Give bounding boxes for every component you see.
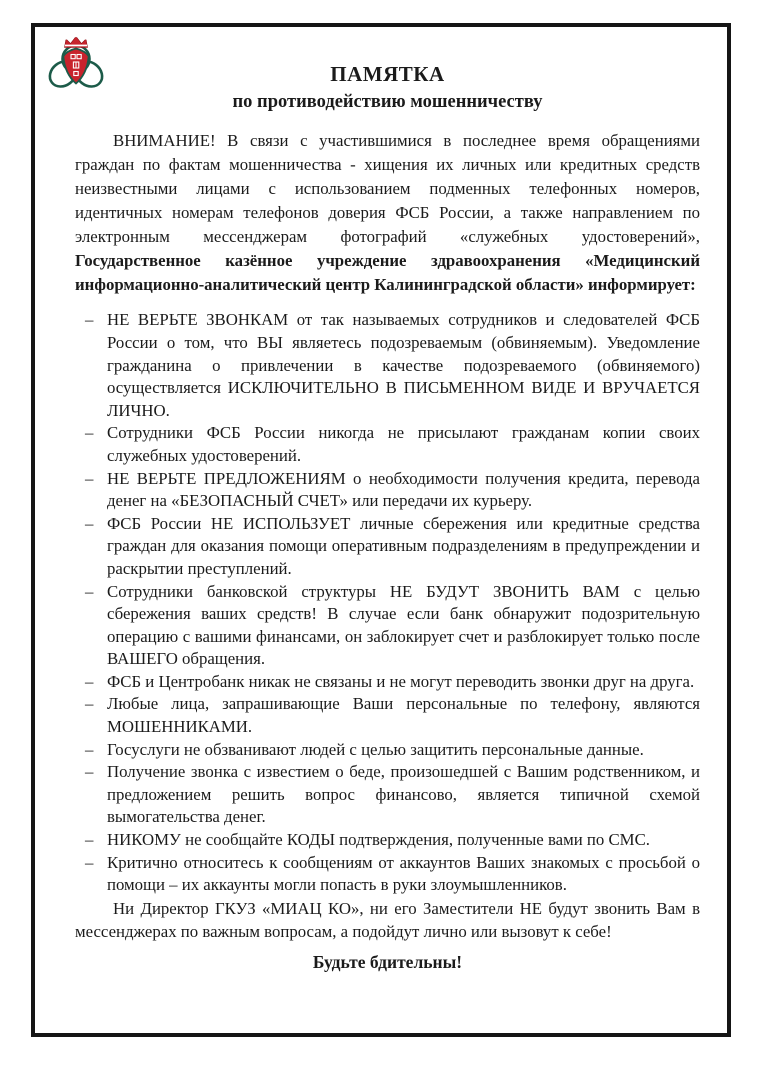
- intro-paragraph: [75, 129, 700, 297]
- bullet-marker: –: [85, 852, 94, 872]
- list-item: [75, 671, 700, 694]
- miac-emblem-logo: [46, 34, 106, 98]
- logo-crown-band: [65, 45, 87, 47]
- bullet-text: Критично относитесь к сообщениям от аккаунтов Ваших знакомых с просьбой о помощи – их аккаунты могли попасть в руки злоумышленников.: [107, 852, 700, 895]
- list-item: [75, 829, 700, 852]
- list-item: [75, 581, 700, 671]
- closing-paragraph: Ни Директор ГКУЗ «МИАЦ КО», ни его Заместители НЕ будут звонить Вам в мессенджерах по важным вопросам, а подойдут лично или вызовут к себе!: [75, 898, 700, 941]
- list-item: [75, 761, 700, 829]
- bullet-marker: –: [85, 310, 94, 330]
- document-page-border: [31, 23, 731, 1037]
- bullet-text: НЕ ВЕРЬТЕ ЗВОНКАМ от так называемых сотрудников и следователей ФСБ России о том, что ВЫ являетесь подозреваемым (обвиняемым). Уведомление гражданина о привлечении в качестве подозреваемого (обвиняемого) осуществляется ИСКЛЮЧИТЕЛЬНО В ПИСЬМЕННОМ ВИДЕ И ВРУЧАЕТСЯ ЛИЧНО.: [107, 310, 700, 420]
- list-item: [75, 739, 700, 762]
- page-subtitle: по противодействию мошенничеству: [232, 92, 543, 113]
- bullet-text: Получение звонка с известием о беде, произошедшей с Вашим родственником, и предложением решить вопрос финансово, является типичной схемой вымогательства денег.: [107, 762, 700, 827]
- intro-text: ВНИМАНИЕ! В связи с участившимися в последнее время обращениями граждан по фактам мошенничества - хищения их личных или кредитных средств неизвестными лицами с использованием подменных телефонных номеров, идентичных номерам телефонов доверия ФСБ России, а также направлением по электронным мессенджерам фотографий «служебных удостоверений»,: [75, 131, 700, 247]
- bullet-text: ФСБ и Центробанк никак не связаны и не могут переводить звонки друг на друга.: [107, 671, 695, 691]
- list-item: [75, 468, 700, 513]
- bullet-text: НЕ ВЕРЬТЕ ПРЕДЛОЖЕНИЯМ о необходимости получения кредита, перевода денег на «БЕЗОПАСНЫЙ СЧЕТ» или передачи их курьеру.: [107, 468, 700, 511]
- bullet-marker: –: [85, 468, 94, 488]
- bullet-marker: –: [85, 581, 94, 601]
- bullet-marker: –: [85, 671, 94, 691]
- bullet-text: НИКОМУ не сообщайте КОДЫ подтверждения, полученные вами по СМС.: [107, 830, 650, 850]
- bullet-text: ФСБ России НЕ ИСПОЛЬЗУЕТ личные сбережения или кредитные средства граждан для оказания помощи оперативным подразделениям в предупреждении и раскрытии преступлений.: [107, 513, 700, 578]
- logo-crown-dot: [85, 38, 87, 40]
- logo-crown-dot: [65, 38, 67, 40]
- bullet-text: Сотрудники банковской структуры НЕ БУДУТ ЗВОНИТЬ ВАМ с целью сбережения ваших средств! В случае если банк обнаружит подозрительную операцию с вашими финансами, он заблокирует счет и разблокирует только после ВАШЕГО обращения.: [107, 581, 700, 669]
- bullet-marker: –: [85, 423, 94, 443]
- bullet-marker: –: [85, 762, 94, 782]
- bullet-text: Госуслуги не обзванивают людей с целью защитить персональные данные.: [107, 739, 644, 759]
- list-item: [75, 852, 700, 897]
- list-item: [75, 422, 700, 467]
- bullet-text: Любые лица, запрашивающие Ваши персональные по телефону, являются МОШЕННИКАМИ.: [107, 694, 700, 737]
- footer-slogan: Будьте бдительны!: [312, 951, 463, 972]
- document-header: [75, 61, 700, 114]
- bullet-list: [75, 309, 700, 896]
- bullet-marker: –: [85, 739, 94, 759]
- page-title: ПАМЯТКА: [330, 62, 445, 86]
- list-item: [75, 693, 700, 738]
- bullet-marker: –: [85, 830, 94, 850]
- bullet-marker: –: [85, 694, 94, 714]
- bullet-text: Сотрудники ФСБ России никогда не присылают гражданам копии своих служебных удостоверений.: [107, 423, 700, 465]
- list-item: [75, 309, 700, 422]
- bullet-marker: –: [85, 513, 94, 533]
- intro-bold-text: Государственное казённое учреждение здравоохранения «Медицинский информационно-аналитический центр Калининградской области» информирует:: [75, 251, 700, 295]
- logo-crown-dot: [75, 35, 77, 37]
- list-item: [75, 513, 700, 581]
